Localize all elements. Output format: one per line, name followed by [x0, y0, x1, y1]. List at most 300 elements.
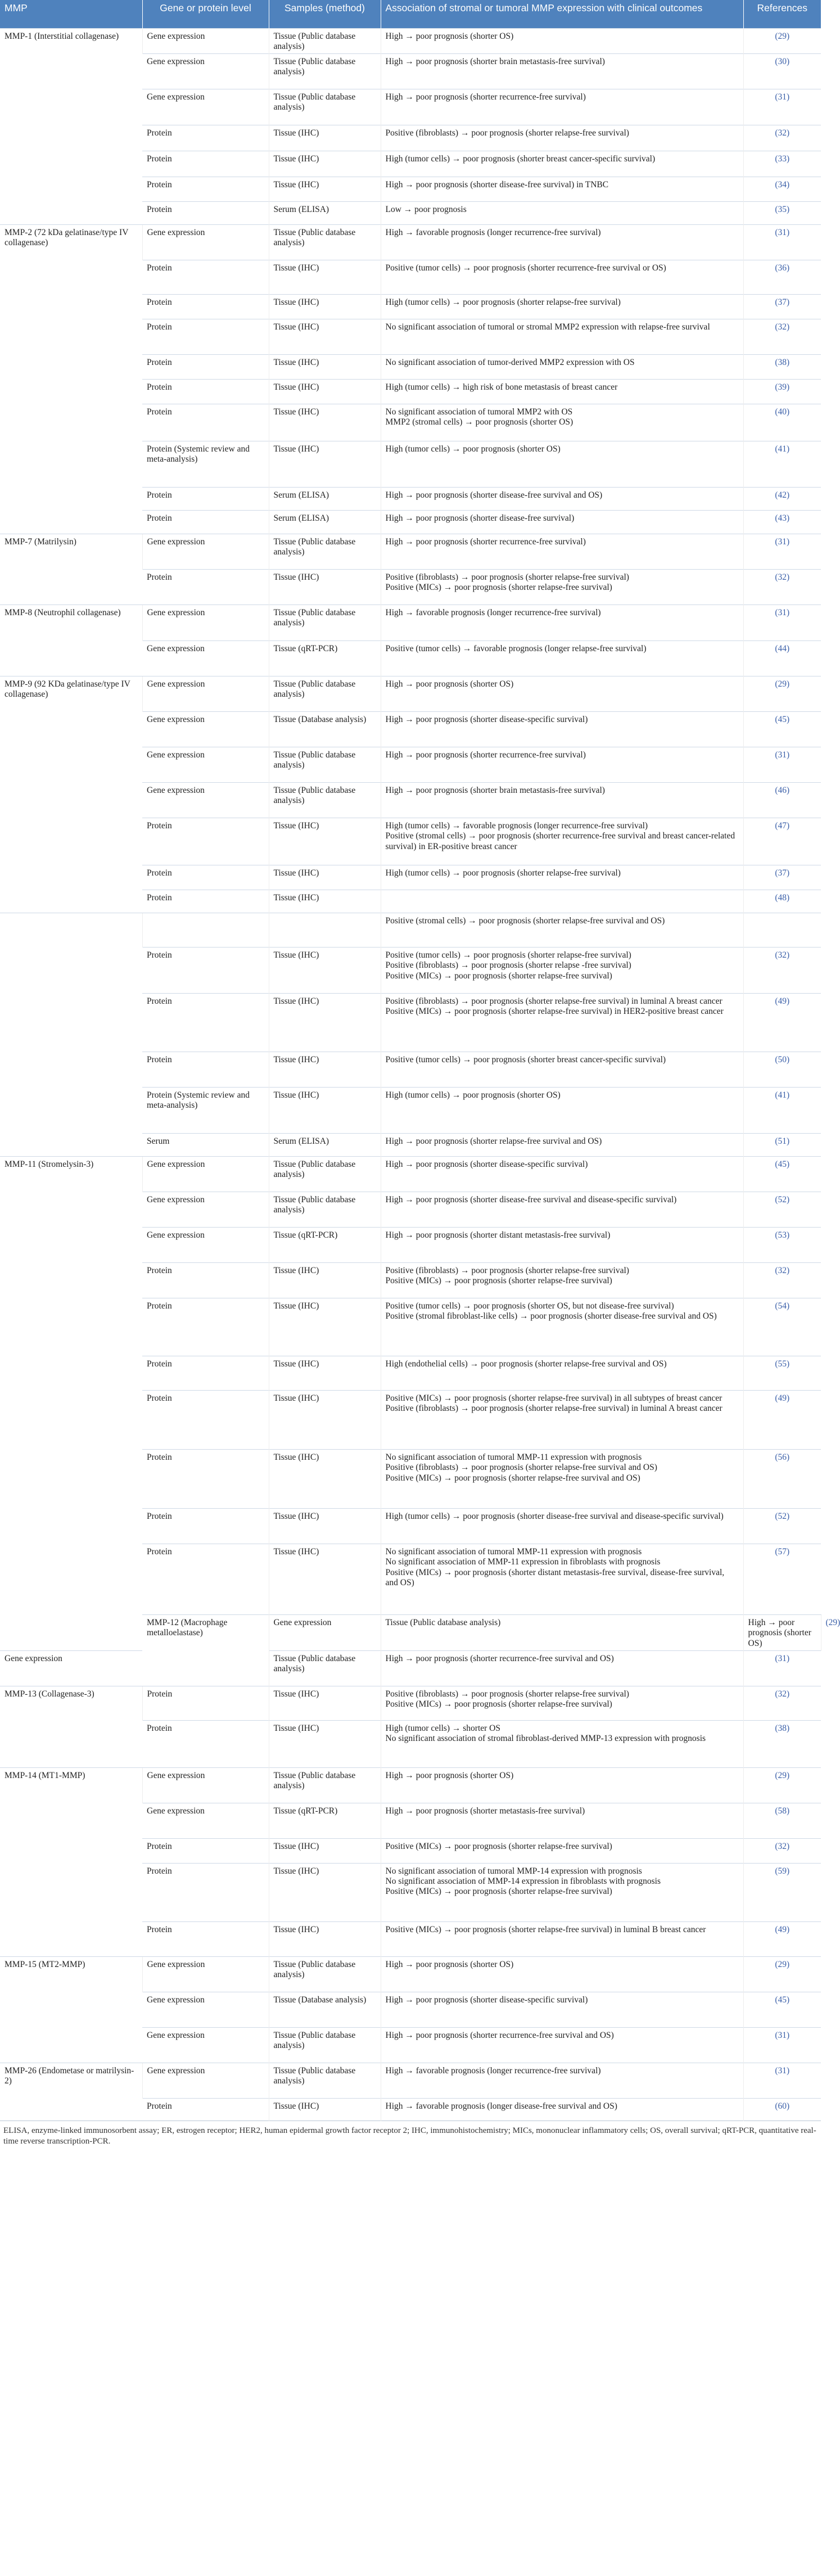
association-cell — [381, 511, 743, 534]
samples-method-cell: Tissue (Public database analysis) — [269, 1157, 381, 1192]
mmp-name-cell: MMP-12 (Macrophage metalloelastase) — [142, 1615, 269, 1686]
reference-link[interactable]: (32) — [743, 125, 821, 151]
reference-link[interactable]: (45) — [743, 712, 821, 747]
gene-or-protein-cell: Gene expression — [142, 1228, 269, 1263]
header-association: Association of stromal or tumoral MMP expression with clinical outcomes — [381, 0, 743, 28]
reference-link[interactable]: (39) — [743, 380, 821, 404]
reference-link[interactable]: (32) — [743, 1838, 821, 1863]
mmp-name-cell: MMP-15 (MT2-MMP) — [0, 1956, 142, 2063]
samples-method-cell: Tissue (IHC) — [269, 1263, 381, 1298]
samples-method-cell: Tissue (Database analysis) — [269, 712, 381, 747]
table-row — [0, 534, 821, 570]
mmp-name-cell: MMP-11 (Stromelysin-3) — [0, 1157, 142, 1651]
gene-or-protein-cell: Protein — [142, 818, 269, 865]
table-row: MMP-12 (Macrophage metalloelastase) Gene expression Tissue (Public database analysis) High → poor prognosis (shorter OS) (29) — [0, 1615, 821, 1651]
association-line: Positive (fibroblasts) → poor prognosis (shorter relapse-free survival) — [385, 572, 629, 583]
samples-method-cell: Tissue (IHC) — [269, 1391, 381, 1450]
samples-method-cell: Tissue (IHC) — [269, 890, 381, 913]
association-line: High → poor prognosis (shorter OS) — [385, 31, 514, 41]
samples-method-cell: Tissue (Public database analysis) — [269, 2027, 381, 2063]
association-line: High → favorable prognosis (longer disease-free survival and OS) — [385, 2101, 617, 2111]
gene-or-protein-cell: Protein — [142, 125, 269, 151]
samples-method-cell: Tissue (IHC) — [269, 994, 381, 1052]
association-line: No significant association of tumoral MMP-11 expression with prognosis — [385, 1547, 642, 1557]
reference-link[interactable]: (32) — [743, 1686, 821, 1720]
association-line: Positive (fibroblasts) → poor prognosis (shorter relapse-free survival) — [385, 128, 629, 138]
gene-or-protein-cell: Gene expression — [269, 1615, 381, 1651]
association-line: Positive (fibroblasts) → poor prognosis (shorter relapse-free survival) — [385, 1266, 629, 1276]
association-cell — [381, 260, 743, 295]
association-line: No significant association of MMP-14 expression in fibroblasts with prognosis — [385, 1876, 661, 1887]
association-cell — [381, 818, 743, 865]
reference-link[interactable]: (59) — [743, 1863, 821, 1921]
association-cell — [381, 151, 743, 177]
gene-or-protein-cell: Protein — [142, 948, 269, 994]
gene-or-protein-cell: Protein — [142, 1863, 269, 1921]
table-footer — [0, 2121, 821, 2152]
reference-link[interactable]: (48) — [743, 890, 821, 913]
samples-method-cell: Tissue (qRT-PCR) — [269, 1228, 381, 1263]
gene-or-protein-cell: Protein (Systemic review and meta-analysis) — [142, 1088, 269, 1134]
association-line: High → poor prognosis (shorter recurrence-free survival) — [385, 537, 586, 547]
association-cell — [381, 89, 743, 125]
gene-or-protein-cell: Gene expression — [142, 89, 269, 125]
gene-or-protein-cell: Gene expression — [142, 534, 269, 570]
samples-method-cell: Tissue (Public database analysis) — [269, 89, 381, 125]
association-line: Positive (MICs) → poor prognosis (shorter relapse-free survival) in all subtypes of breast cancer — [385, 1393, 722, 1404]
reference-link[interactable]: (37) — [743, 295, 821, 319]
association-line: High (endothelial cells) → poor prognosis (shorter relapse-free survival and OS) — [385, 1359, 667, 1369]
association-line: High → poor prognosis (shorter disease-specific survival) — [385, 1995, 588, 2005]
association-cell — [381, 712, 743, 747]
reference-link[interactable]: (32) — [743, 319, 821, 355]
association-line: High → poor prognosis (shorter brain metastasis-free survival) — [385, 57, 605, 67]
samples-method-cell: Tissue (IHC) — [269, 1838, 381, 1863]
association-line: Positive (MICs) → poor prognosis (shorter relapse-free survival) — [385, 971, 612, 981]
association-line: High → poor prognosis (shorter relapse-free survival and OS) — [385, 1136, 602, 1147]
samples-method-cell: Tissue (qRT-PCR) — [269, 641, 381, 676]
gene-or-protein-cell: Gene expression — [142, 783, 269, 818]
gene-or-protein-cell: Gene expression — [142, 1767, 269, 1803]
reference-link[interactable]: (31) — [743, 2063, 821, 2098]
reference-link[interactable]: (58) — [743, 1803, 821, 1838]
samples-method-cell: Tissue (Public database analysis) — [269, 1192, 381, 1228]
table-row — [0, 605, 821, 641]
association-cell — [381, 2063, 743, 2098]
samples-method-cell: Serum (ELISA) — [269, 511, 381, 534]
association-line: Positive (fibroblasts) → poor prognosis (shorter relapse-free survival) in luminal A breast cancer — [385, 1404, 722, 1414]
table-row — [0, 1157, 821, 1192]
samples-method-cell: Tissue (IHC) — [269, 1921, 381, 1956]
gene-or-protein-cell: Protein — [142, 865, 269, 890]
reference-link[interactable]: (49) — [743, 994, 821, 1052]
mmp-name-cell: MMP-1 (Interstitial collagenase) — [0, 28, 142, 225]
gene-or-protein-cell: Gene expression — [142, 641, 269, 676]
association-line: High (tumor cells) → favorable prognosis (longer recurrence-free survival) — [385, 821, 648, 831]
association-cell — [381, 948, 743, 994]
gene-or-protein-cell: Protein — [142, 1052, 269, 1088]
reference-link[interactable]: (47) — [743, 818, 821, 865]
reference-link[interactable]: (34) — [743, 177, 821, 202]
samples-method-cell: Tissue (Public database analysis) — [269, 54, 381, 89]
association-cell — [381, 177, 743, 202]
association-line: High → favorable prognosis (longer recurrence-free survival) — [385, 228, 601, 238]
samples-method-cell: Tissue (Public database analysis) — [269, 783, 381, 818]
association-cell — [381, 404, 743, 441]
association-cell — [381, 534, 743, 570]
association-line: No significant association of MMP-11 expression in fibroblasts with prognosis — [385, 1557, 661, 1567]
mmp-name-cell: MMP-8 (Neutrophil collagenase) — [0, 605, 142, 676]
gene-or-protein-cell: Protein — [142, 177, 269, 202]
gene-or-protein-cell: Gene expression — [142, 28, 269, 54]
gene-or-protein-cell: Gene expression — [142, 747, 269, 783]
association-cell — [381, 865, 743, 890]
association-line: Positive (tumor cells) → poor prognosis (shorter relapse-free survival) — [385, 950, 631, 960]
reference-link[interactable]: (43) — [743, 511, 821, 534]
association-line: High (tumor cells) → shorter OS — [385, 1723, 500, 1733]
association-line: High → poor prognosis (shorter distant metastasis-free survival) — [385, 1230, 611, 1240]
samples-method-cell: Tissue (IHC) — [269, 1720, 381, 1767]
gene-or-protein-cell: Protein (Systemic review and meta-analysis) — [142, 441, 269, 488]
reference-link[interactable]: (45) — [743, 1992, 821, 2027]
association-cell — [381, 890, 743, 913]
samples-method-cell: Tissue (IHC) — [269, 865, 381, 890]
gene-or-protein-cell: Protein — [142, 1838, 269, 1863]
association-cell — [381, 355, 743, 380]
association-cell — [381, 1228, 743, 1263]
table-row — [0, 1686, 821, 1720]
mmp-name-cell: MMP-2 (72 kDa gelatinase/type IV collagenase) — [0, 225, 142, 534]
samples-method-cell: Tissue (IHC) — [269, 355, 381, 380]
association-line: High → poor prognosis (shorter OS) — [385, 1959, 514, 1969]
reference-link[interactable]: (38) — [743, 355, 821, 380]
reference-link[interactable]: (35) — [743, 202, 821, 225]
association-cell — [381, 1356, 743, 1391]
header-mmp: MMP — [0, 0, 142, 28]
gene-or-protein-cell: Protein — [142, 1509, 269, 1544]
reference-link[interactable]: (46) — [743, 783, 821, 818]
gene-or-protein-cell: Gene expression — [142, 1192, 269, 1228]
table-row — [0, 676, 821, 712]
association-cell — [381, 1052, 743, 1088]
association-cell — [381, 1391, 743, 1450]
table-footnote: ELISA, enzyme-linked immunosorbent assay; ER, estrogen receptor; HER2, human epidermal growth factor receptor 2; IHC, immunohistochemistry; MICs, mononuclear inflammatory cells; OS, overall survival; qRT-PCR, quantitative real-time reverse transcription-PCR. — [0, 2121, 821, 2152]
samples-method-cell: Tissue (IHC) — [269, 404, 381, 441]
association-cell — [381, 1838, 743, 1863]
gene-or-protein-cell: Protein — [142, 994, 269, 1052]
samples-method-cell: Tissue (IHC) — [269, 818, 381, 865]
samples-method-cell: Tissue (IHC) — [269, 1356, 381, 1391]
samples-method-cell: Tissue (qRT-PCR) — [269, 1803, 381, 1838]
samples-method-cell: Tissue (IHC) — [269, 570, 381, 605]
gene-or-protein-cell: Gene expression — [142, 54, 269, 89]
association-line: High → poor prognosis (shorter disease-free survival and disease-specific survival) — [385, 1195, 677, 1205]
association-line: High → poor prognosis (shorter recurrence-free survival and OS) — [385, 1653, 614, 1663]
reference-link[interactable]: (31) — [743, 89, 821, 125]
table-row — [0, 1767, 821, 1803]
association-cell — [381, 125, 743, 151]
reference-link[interactable]: (54) — [743, 1298, 821, 1356]
samples-method-cell: Tissue (IHC) — [269, 2098, 381, 2121]
association-cell — [743, 1615, 821, 1651]
reference-link[interactable]: (32) — [743, 1263, 821, 1298]
association-line: High → poor prognosis (shorter disease-specific survival) — [385, 715, 588, 725]
association-line: High → poor prognosis (shorter disease-free survival) in TNBC — [385, 180, 609, 190]
reference-link[interactable]: (57) — [743, 1544, 821, 1615]
gene-or-protein-cell: Gene expression — [142, 1157, 269, 1192]
association-line: High (tumor cells) → poor prognosis (shorter breast cancer-specific survival) — [385, 154, 656, 164]
association-line: High (tumor cells) → poor prognosis (shorter OS) — [385, 444, 561, 454]
gene-or-protein-cell: Protein — [142, 1686, 269, 1720]
reference-link[interactable]: (42) — [743, 488, 821, 511]
samples-method-cell: Tissue (IHC) — [269, 1686, 381, 1720]
gene-or-protein-cell: Protein — [142, 355, 269, 380]
association-line: Positive (MICs) → poor prognosis (shorter relapse-free survival) in HER2-positive breast cancer — [385, 1007, 724, 1017]
samples-method-cell — [269, 913, 381, 948]
reference-link[interactable]: (31) — [743, 1650, 821, 1686]
association-cell — [381, 1298, 743, 1356]
association-line: High → favorable prognosis (longer recurrence-free survival) — [385, 2065, 601, 2076]
table-row — [0, 28, 821, 54]
association-cell — [381, 319, 743, 355]
association-cell — [381, 1650, 743, 1686]
gene-or-protein-cell: Protein — [142, 1263, 269, 1298]
gene-or-protein-cell: Gene expression — [142, 1992, 269, 2027]
gene-or-protein-cell: Protein — [142, 488, 269, 511]
reference-link[interactable]: (31) — [743, 225, 821, 260]
association-line: No significant association of stromal fibroblast-derived MMP-13 expression with prognosis — [385, 1734, 706, 1744]
association-cell — [381, 441, 743, 488]
association-line: High → poor prognosis (shorter recurrence-free survival) — [385, 750, 586, 760]
association-line: High (tumor cells) → poor prognosis (shorter relapse-free survival) — [385, 868, 621, 878]
gene-or-protein-cell: Protein — [142, 570, 269, 605]
association-cell — [381, 1134, 743, 1157]
reference-link[interactable]: (50) — [743, 1052, 821, 1088]
association-line: Positive (fibroblasts) → poor prognosis (shorter relapse-free survival) in luminal A breast cancer — [385, 996, 722, 1007]
reference-link[interactable]: (36) — [743, 260, 821, 295]
association-line: High → poor prognosis (shorter OS) — [385, 1770, 514, 1780]
reference-link[interactable]: (38) — [743, 1720, 821, 1767]
reference-link[interactable]: (40) — [743, 404, 821, 441]
reference-link[interactable]: (45) — [743, 1157, 821, 1192]
association-cell — [381, 994, 743, 1052]
association-cell — [381, 676, 743, 712]
association-cell — [381, 1544, 743, 1615]
table-row — [0, 1650, 821, 1686]
mmp-name-cell: MMP-26 (Endometase or matrilysin-2) — [0, 2063, 142, 2121]
samples-method-cell: Tissue (IHC) — [269, 1544, 381, 1615]
reference-link[interactable]: (31) — [743, 534, 821, 570]
table-body — [0, 28, 840, 2121]
association-line: No significant association of tumor-derived MMP2 expression with OS — [385, 358, 635, 368]
samples-method-cell: Tissue (IHC) — [269, 380, 381, 404]
association-line: Positive (stromal fibroblast-like cells) → poor prognosis (shorter disease-free survival and OS) — [385, 1311, 717, 1321]
association-line: Positive (fibroblasts) → poor prognosis (shorter relapse-free survival) — [385, 1689, 629, 1699]
table-row — [0, 225, 821, 260]
association-line: High → poor prognosis (shorter OS) — [385, 679, 514, 689]
samples-method-cell: Tissue (IHC) — [269, 1298, 381, 1356]
samples-method-cell: Tissue (IHC) — [269, 948, 381, 994]
reference-link[interactable]: (49) — [743, 1391, 821, 1450]
header-samples-method: Samples (method) — [269, 0, 381, 28]
association-cell — [381, 1863, 743, 1921]
reference-link[interactable]: (51) — [743, 1134, 821, 1157]
gene-or-protein-cell: Protein — [142, 1450, 269, 1509]
reference-link[interactable]: (55) — [743, 1356, 821, 1391]
reference-link[interactable]: (29) — [743, 676, 821, 712]
samples-method-cell: Tissue (IHC) — [269, 260, 381, 295]
gene-or-protein-cell: Protein — [142, 1720, 269, 1767]
gene-or-protein-cell: Protein — [142, 151, 269, 177]
reference-link[interactable]: (41) — [743, 1088, 821, 1134]
association-cell — [381, 202, 743, 225]
association-line: Positive (stromal cells) → poor prognosis (shorter relapse-free survival and OS) — [385, 916, 665, 926]
gene-or-protein-cell: Protein — [142, 1921, 269, 1956]
reference-link[interactable]: (30) — [743, 54, 821, 89]
reference-link[interactable]: (29) — [743, 28, 821, 54]
mmp-name-cell: MMP-14 (MT1-MMP) — [0, 1767, 142, 1956]
association-line: Positive (fibroblasts) → poor prognosis (shorter relapse-free survival and OS) — [385, 1463, 657, 1473]
association-line: High → poor prognosis (shorter metastasis-free survival) — [385, 1806, 585, 1816]
samples-method-cell: Tissue (Public database analysis) — [269, 747, 381, 783]
association-line: No significant association of tumoral or stromal MMP2 expression with relapse-free survival — [385, 322, 710, 332]
association-cell — [381, 1992, 743, 2027]
reference-link[interactable]: (31) — [743, 605, 821, 641]
association-line: Positive (MICs) → poor prognosis (shorter relapse-free survival) — [385, 1276, 612, 1286]
association-line: Positive (tumor cells) → poor prognosis (shorter breast cancer-specific survival) — [385, 1055, 666, 1065]
association-cell — [381, 1921, 743, 1956]
association-cell — [381, 1088, 743, 1134]
reference-link[interactable]: (31) — [743, 747, 821, 783]
samples-method-cell: Tissue (Public database analysis) — [269, 534, 381, 570]
samples-method-cell: Tissue (Public database analysis) — [269, 28, 381, 54]
association-line: Positive (tumor cells) → favorable prognosis (longer relapse-free survival) — [385, 644, 647, 654]
reference-link[interactable]: (52) — [743, 1192, 821, 1228]
reference-link[interactable]: (32) — [743, 948, 821, 994]
association-cell — [381, 1509, 743, 1544]
gene-or-protein-cell: Gene expression — [142, 712, 269, 747]
gene-or-protein-cell: Protein — [142, 1298, 269, 1356]
samples-method-cell: Tissue (Public database analysis) — [269, 225, 381, 260]
association-cell — [381, 1157, 743, 1192]
gene-or-protein-cell: Protein — [142, 295, 269, 319]
association-line: High (tumor cells) → poor prognosis (shorter relapse-free survival) — [385, 297, 621, 308]
reference-link[interactable]: (31) — [743, 2027, 821, 2063]
gene-or-protein-cell: Gene expression — [142, 225, 269, 260]
gene-or-protein-cell: Protein — [142, 404, 269, 441]
reference-link[interactable]: (29) — [743, 1767, 821, 1803]
association-line: No significant association of tumoral MMP-14 expression with prognosis — [385, 1866, 642, 1876]
gene-or-protein-cell: Gene expression — [142, 1803, 269, 1838]
association-line: Positive (MICs) → poor prognosis (shorter relapse-free survival) — [385, 1887, 612, 1897]
association-cell — [381, 1263, 743, 1298]
association-cell — [381, 747, 743, 783]
gene-or-protein-cell: Gene expression — [0, 1650, 142, 1686]
association-cell — [381, 1767, 743, 1803]
association-line: High → poor prognosis (shorter disease-specific survival) — [385, 1160, 588, 1170]
reference-link[interactable]: (52) — [743, 1509, 821, 1544]
association-line: Positive (MICs) → poor prognosis (shorter relapse-free survival and OS) — [385, 1473, 640, 1483]
association-line: Positive (MICs) → poor prognosis (shorter relapse-free survival) in luminal B breast cancer — [385, 1924, 706, 1934]
header-gene-or-protein-level: Gene or protein level — [142, 0, 269, 28]
association-line: High → poor prognosis (shorter OS) — [748, 1618, 811, 1648]
gene-or-protein-cell: Protein — [142, 319, 269, 355]
association-line: High → poor prognosis (shorter disease-free survival) — [385, 513, 575, 524]
samples-method-cell: Tissue (IHC) — [269, 151, 381, 177]
samples-method-cell: Tissue (Public database analysis) — [269, 676, 381, 712]
samples-method-cell: Tissue (IHC) — [269, 1863, 381, 1921]
table-row — [0, 1956, 821, 1992]
gene-or-protein-cell: Protein — [142, 380, 269, 404]
association-cell — [381, 913, 743, 948]
association-cell — [381, 28, 743, 54]
reference-link[interactable]: (37) — [743, 865, 821, 890]
association-line: High (tumor cells) → poor prognosis (shorter disease-free survival and disease-specific survival) — [385, 1512, 724, 1522]
reference-link[interactable]: (49) — [743, 1921, 821, 1956]
samples-method-cell: Tissue (IHC) — [269, 125, 381, 151]
gene-or-protein-cell: Gene expression — [142, 676, 269, 712]
association-cell — [381, 380, 743, 404]
samples-method-cell: Tissue (Public database analysis) — [269, 1767, 381, 1803]
gene-or-protein-cell: Gene expression — [142, 1956, 269, 1992]
table-row — [0, 913, 821, 948]
association-line: High → favorable prognosis (longer recurrence-free survival) — [385, 608, 601, 618]
gene-or-protein-cell: Protein — [142, 202, 269, 225]
reference-link[interactable]: (29) — [743, 1956, 821, 1992]
association-cell — [381, 225, 743, 260]
reference-link[interactable]: (56) — [743, 1450, 821, 1509]
gene-or-protein-cell: Protein — [142, 1356, 269, 1391]
reference-link[interactable]: (33) — [743, 151, 821, 177]
association-line: High (tumor cells) → high risk of bone metastasis of breast cancer — [385, 382, 618, 393]
association-cell — [381, 1686, 743, 1720]
gene-or-protein-cell: Gene expression — [142, 2063, 269, 2098]
mmp-name-cell: MMP-13 (Collagenase-3) — [0, 1686, 142, 1767]
association-line: Positive (MICs) → poor prognosis (shorter distant metastasis-free survival, disease-free survival, and OS) — [385, 1567, 725, 1587]
gene-or-protein-cell: Protein — [142, 260, 269, 295]
mmp-name-cell: MMP-7 (Matrilysin) — [0, 534, 142, 605]
reference-link[interactable]: (32) — [743, 570, 821, 605]
reference-link[interactable]: (41) — [743, 441, 821, 488]
samples-method-cell: Tissue (IHC) — [269, 295, 381, 319]
association-line: Positive (MICs) → poor prognosis (shorter relapse-free survival) — [385, 1699, 612, 1709]
samples-method-cell: Tissue (Public database analysis) — [269, 1956, 381, 1992]
association-cell — [381, 2027, 743, 2063]
association-cell — [381, 1450, 743, 1509]
samples-method-cell: Tissue (Public database analysis) — [381, 1615, 743, 1651]
reference-link[interactable] — [743, 913, 821, 948]
association-line: Positive (stromal cells) → poor prognosis (shorter recurrence-free survival and breast cancer-related survival) in ER-positive breast cancer — [385, 831, 735, 851]
samples-method-cell: Tissue (Public database analysis) — [269, 1650, 381, 1686]
association-cell — [381, 1803, 743, 1838]
gene-or-protein-cell: Protein — [142, 890, 269, 913]
association-line: Low → poor prognosis — [385, 205, 467, 215]
association-cell — [381, 1720, 743, 1767]
association-cell — [381, 54, 743, 89]
reference-link[interactable]: (44) — [743, 641, 821, 676]
association-line: Positive (tumor cells) → poor prognosis (shorter recurrence-free survival or OS) — [385, 263, 666, 273]
reference-link[interactable]: (53) — [743, 1228, 821, 1263]
association-cell — [381, 605, 743, 641]
samples-method-cell: Tissue (IHC) — [269, 1450, 381, 1509]
gene-or-protein-cell: Protein — [142, 2098, 269, 2121]
gene-or-protein-cell: Protein — [142, 511, 269, 534]
reference-link[interactable]: (60) — [743, 2098, 821, 2121]
samples-method-cell: Tissue (IHC) — [269, 319, 381, 355]
association-line: No significant association of tumoral MMP-11 expression with prognosis — [385, 1452, 642, 1463]
association-cell — [381, 295, 743, 319]
association-line: No significant association of tumoral MMP2 with OS — [385, 407, 573, 417]
